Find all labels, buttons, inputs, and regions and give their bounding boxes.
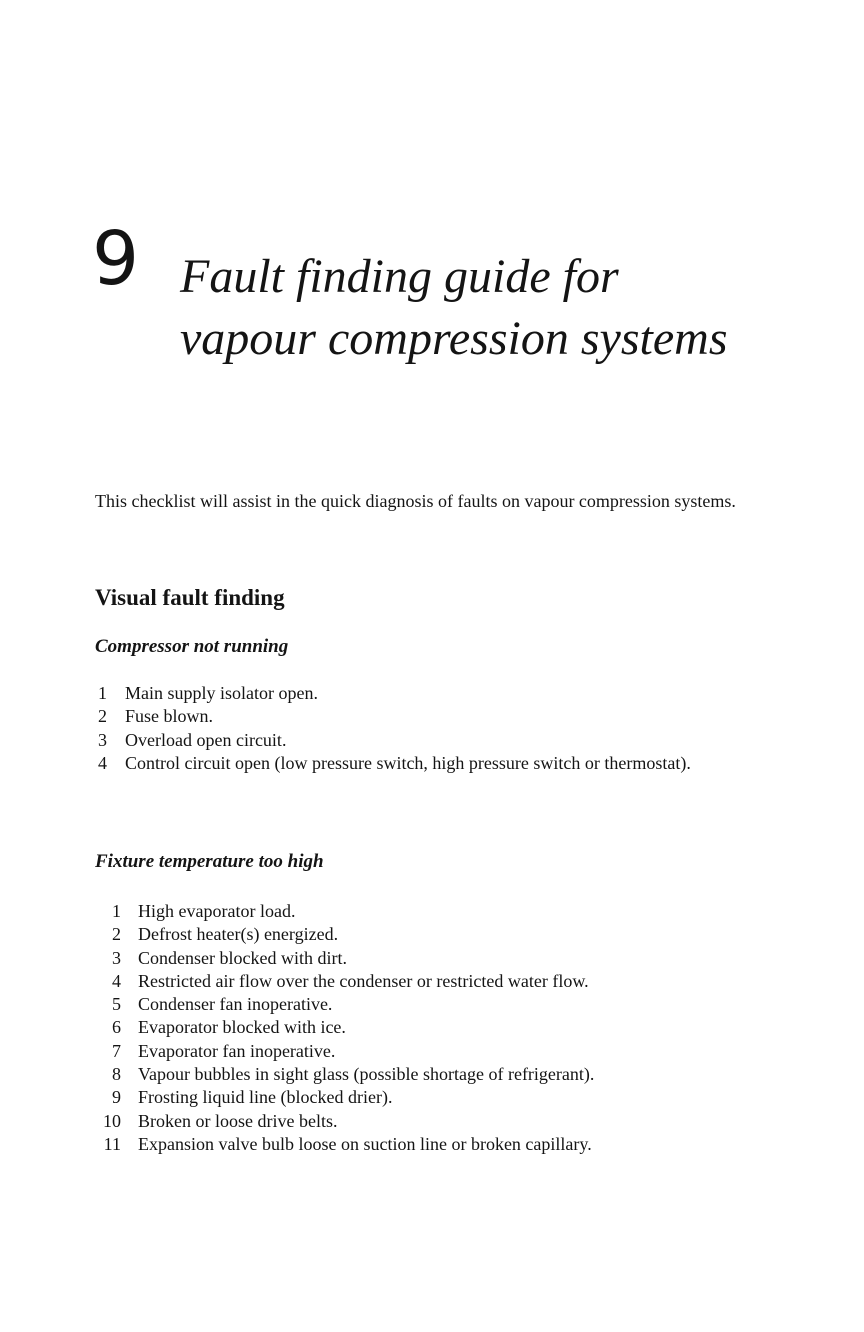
list-item — [95, 947, 775, 970]
item-text: Condenser blocked with dirt. — [138, 947, 347, 968]
item-text: Overload open circuit. — [125, 729, 287, 750]
item-text: Condenser fan inoperative. — [138, 994, 333, 1015]
chapter-number: 9 — [92, 216, 140, 302]
compressor-heading: Compressor not running — [95, 636, 289, 657]
item-text: Broken or loose drive belts. — [138, 1110, 338, 1131]
item-text: Main supply isolator open. — [125, 683, 318, 703]
item-number: 8 — [112, 1064, 121, 1085]
item-text: Frosting liquid line (blocked drier). — [138, 1087, 393, 1108]
item-text: Evaporator fan inoperative. — [138, 1040, 336, 1061]
item-text: Fuse blown. — [125, 706, 214, 727]
list-item — [95, 1110, 775, 1133]
item-number: 3 — [98, 729, 107, 750]
item-text: Evaporator blocked with ice. — [138, 1017, 346, 1038]
item-number: 4 — [98, 752, 107, 773]
list-item — [95, 970, 775, 993]
item-text: Defrost heater(s) energized. — [138, 924, 339, 945]
list-item — [95, 729, 770, 752]
item-number: 7 — [112, 1040, 121, 1061]
item-text: Expansion valve bulb loose on suction line or broken capillary. — [138, 1133, 592, 1154]
chapter-title-line-2: vapour compression systems — [180, 312, 728, 365]
list-item — [95, 1133, 775, 1156]
item-number: 1 — [98, 683, 107, 703]
list-item — [95, 705, 770, 728]
list-item — [95, 923, 775, 946]
list-item — [95, 1063, 775, 1086]
chapter-title — [180, 246, 728, 370]
chapter-title-line-1: Fault finding guide for — [180, 250, 619, 303]
item-text: High evaporator load. — [138, 901, 296, 921]
list-item — [95, 752, 770, 775]
list-item — [95, 900, 775, 923]
item-number: 5 — [112, 994, 121, 1015]
fixture-fault-list — [95, 900, 775, 1156]
item-number: 4 — [112, 970, 121, 991]
list-item — [95, 1016, 775, 1039]
item-number: 11 — [103, 1133, 121, 1154]
item-number: 9 — [112, 1087, 121, 1108]
list-item — [95, 1086, 775, 1109]
item-text: Control circuit open (low pressure switch, high pressure switch or thermostat). — [125, 752, 691, 773]
item-text: Restricted air flow over the condenser or restricted water flow. — [138, 970, 589, 991]
compressor-fault-list — [95, 682, 770, 775]
item-number: 3 — [112, 947, 121, 968]
item-number: 2 — [98, 706, 107, 727]
list-item — [95, 993, 775, 1016]
item-number: 6 — [112, 1017, 121, 1038]
list-item — [95, 682, 770, 705]
item-number: 1 — [112, 901, 121, 921]
item-number: 2 — [112, 924, 121, 945]
list-item — [95, 1040, 775, 1063]
fixture-heading: Fixture temperature too high — [95, 851, 324, 872]
item-number: 10 — [103, 1110, 121, 1131]
intro-paragraph: This checklist will assist in the quick diagnosis of faults on vapour compression systems. — [95, 491, 736, 511]
section-heading: Visual fault finding — [95, 585, 285, 610]
item-text: Vapour bubbles in sight glass (possible shortage of refrigerant). — [138, 1064, 595, 1085]
